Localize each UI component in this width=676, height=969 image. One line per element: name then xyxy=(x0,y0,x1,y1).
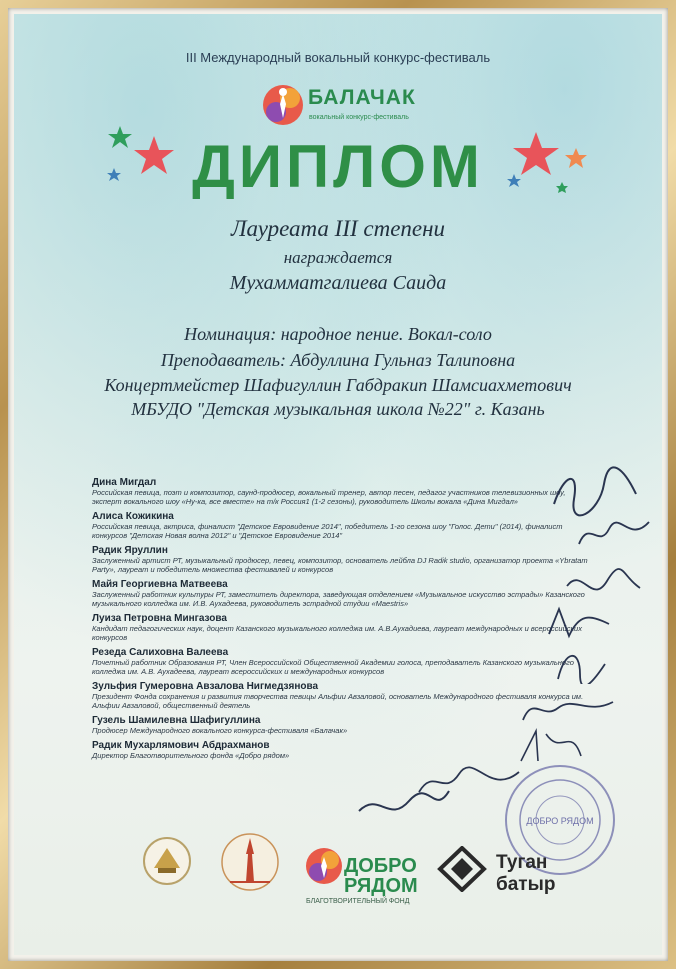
jury-description: Заслуженный артист РТ, музыкальный продюсер, певец, композитор, основатель лейбла DJ Radik studio, организатор проекта «Ybratam Party», лауреат и победитель множества фестивалей и конкурсов xyxy=(92,556,588,574)
jury-member xyxy=(92,681,592,710)
recipient-name: Мухамматгалиева Саида xyxy=(229,272,447,294)
jury-description: Продюсер Международного вокального конкурса-фестиваля «Балачак» xyxy=(92,726,348,735)
logo-subtitle: вокальный конкурс-фестиваль xyxy=(309,114,409,121)
jury-name: Радик Яруллин xyxy=(92,545,168,556)
kazan-emblem-icon xyxy=(218,832,282,892)
jury-description: Российская певица, актриса, финалист "Детское Евровидение 2014", победитель 1-го сезона шоу "Голос. Дети" (2014), финалист конкурсов "Детская Новая волна 2012" и "Детское Евровидение 2014" xyxy=(92,522,563,540)
balachak-logo-icon xyxy=(260,82,306,128)
jury-member xyxy=(92,579,592,608)
signature-icon xyxy=(518,690,618,730)
jury-name: Радик Мухарлямович Абдрахманов xyxy=(92,740,270,751)
tugan-logo xyxy=(496,852,555,896)
jury-name: Майя Георгиевна Матвеева xyxy=(92,579,228,590)
dobro-logo xyxy=(344,856,418,896)
signature-icon xyxy=(516,726,586,766)
tugan-line2: батыр xyxy=(496,874,556,895)
dobro-logo-icon xyxy=(304,846,344,886)
dobro-subtitle: БЛАГОТВОРИТЕЛЬНЫЙ ФОНД xyxy=(306,898,410,905)
seal-text: ДОБРО РЯДОМ xyxy=(526,816,594,826)
jury-description: Директор Благотворительного фонда «Добро рядом» xyxy=(92,751,290,760)
jury-member xyxy=(92,613,592,642)
tugan-logo-icon xyxy=(434,846,490,892)
festival-title: III Международный вокальный конкурс-фестиваль xyxy=(185,50,491,65)
teacher: Преподаватель: Абдуллина Гульназ Талиповна xyxy=(160,350,516,370)
jury-description: Президент Фонда сохранения и развития творчества певицы Альфии Авзаловой, основатель Международного фестиваля конкурса им. Альфии Авзаловой, общественный деятель xyxy=(92,692,584,710)
dobro-line1: ДОБРО xyxy=(344,855,417,877)
accompanist: Концертмейстер Шафигуллин Габдракип Шамсиахметович xyxy=(104,375,572,395)
signature-icon xyxy=(562,566,642,606)
jury-member xyxy=(92,511,592,540)
partner-emblem-icon xyxy=(142,836,192,886)
diploma-sheet xyxy=(14,14,662,955)
jury-member xyxy=(92,477,592,506)
signature-icon xyxy=(574,514,654,554)
jury-name: Алиса Кожикина xyxy=(92,511,174,522)
logo-name: БАЛАЧАК xyxy=(308,86,416,109)
jury-description: Почетный работник Образования РТ, Член Всероссийской Общественной Академии голоса, преподаватель Казанского музыкального колледжа им. А.В. Аухадеева, лауреат всероссийских и международных конкурсов xyxy=(92,658,574,676)
dobro-line2: РЯДОМ xyxy=(344,875,418,897)
jury-name: Луиза Петровна Мингазова xyxy=(92,613,227,624)
diploma-title: ДИПЛОМ xyxy=(192,133,484,200)
jury-description: Заслуженный работник культуры РТ, заместитель директора, заведующая отделением «Музыкальное искусство эстрады» Казанского музыкального колледжа им. И.В. Аухадеева, руководитель эстрадной студии «Maestris» xyxy=(92,590,585,608)
jury-member xyxy=(92,545,592,574)
jury-name: Гузель Шамилевна Шафигуллина xyxy=(92,715,261,726)
jury-list xyxy=(92,477,592,765)
jury-name: Зульфия Гумеровна Авзалова Нигмедзянова xyxy=(92,681,319,692)
signature-icon xyxy=(544,604,614,644)
nomination: Номинация: народное пение. Вокал-соло xyxy=(184,324,492,344)
laureate-degree: Лауреата III степени xyxy=(230,216,446,241)
jury-description: Российская певица, поэт и композитор, саунд-продюсер, вокальный тренер, автор песен, педагог участников телевизионных шоу, эксперт вокального шоу «Ну-ка, все вместе» на т/к Россия1 (1-2 сезоны), руководитель Школы вокала «Дина Мигдал» xyxy=(92,488,566,506)
awarded-label: награждается xyxy=(283,248,393,267)
signature-icon xyxy=(550,644,610,684)
jury-member xyxy=(92,647,592,676)
school: МБУДО "Детская музыкальная школа №22" г. Казань xyxy=(131,399,545,419)
jury-name: Дина Мигдал xyxy=(92,477,157,488)
balachak-logo xyxy=(252,82,432,136)
tugan-line1: Туган xyxy=(496,852,548,873)
jury-name: Резеда Салиховна Валеева xyxy=(92,647,229,658)
signature-icon xyxy=(354,786,454,826)
jury-description: Кандидат педагогических наук, доцент Казанского музыкального колледжа им. А.В.Аухадиева, лауреат международных и всероссийских конкурсов xyxy=(92,624,582,642)
